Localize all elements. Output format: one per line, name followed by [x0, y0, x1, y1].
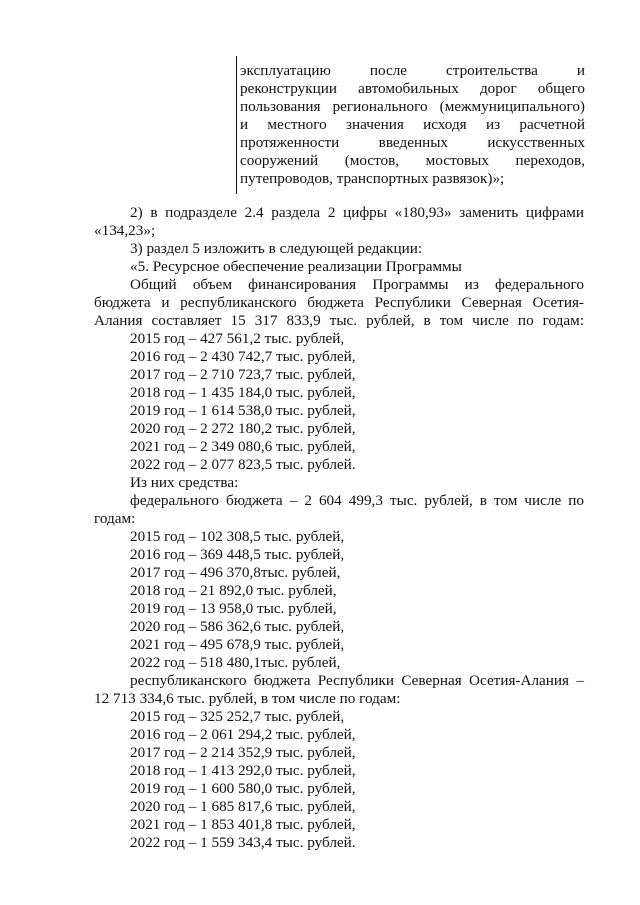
item-2-line: 2) в подразделе 2.4 раздела 2 цифры «180,93» заменить цифрами: [130, 204, 584, 221]
total-year-line: 2017 год – 2 710 723,7 тыс. рублей,: [130, 366, 356, 383]
item-3: 3) раздел 5 изложить в следующей редакции:: [130, 240, 423, 257]
federal-year-line: 2015 год – 102 308,5 тыс. рублей,: [130, 528, 345, 545]
federal-paragraph-line: годам:: [94, 510, 136, 527]
table-text-line: реконструкции автомобильных дорог общего: [240, 80, 585, 97]
republic-year-line: 2018 год – 1 413 292,0 тыс. рублей,: [130, 762, 356, 779]
total-paragraph-line: Алания составляет 15 317 833,9 тыс. рублей, в том числе по годам:: [94, 312, 584, 329]
federal-year-line: 2017 год – 496 370,8тыс. рублей,: [130, 564, 341, 581]
republic-year-line: 2017 год – 2 214 352,9 тыс. рублей,: [130, 744, 356, 761]
federal-year-line: 2016 год – 369 448,5 тыс. рублей,: [130, 546, 345, 563]
table-text-line: пользования регионального (межмуниципального): [240, 98, 585, 115]
total-paragraph-line: бюджета и республиканского бюджета Республики Северная Осетия-: [94, 294, 584, 311]
federal-year-line: 2018 год – 21 892,0 тыс. рублей,: [130, 582, 337, 599]
total-paragraph-line: Общий объем финансирования Программы из федерального: [130, 276, 584, 293]
total-year-line: 2022 год – 2 077 823,5 тыс. рублей.: [130, 456, 356, 473]
table-text-line: протяженности введенных искусственных: [240, 134, 585, 151]
table-text-line: и местного значения исходя из расчетной: [240, 116, 585, 133]
total-year-line: 2021 год – 2 349 080,6 тыс. рублей,: [130, 438, 356, 455]
item-2-line: «134,23»;: [94, 222, 156, 239]
republic-year-line: 2021 год – 1 853 401,8 тыс. рублей,: [130, 816, 356, 833]
republic-paragraph-line: республиканского бюджета Республики Северная Осетия-Алания –: [130, 672, 584, 689]
federal-year-line: 2022 год – 518 480,1тыс. рублей,: [130, 654, 341, 671]
section-title: «5. Ресурсное обеспечение реализации Программы: [130, 258, 462, 275]
republic-year-line: 2016 год – 2 061 294,2 тыс. рублей,: [130, 726, 356, 743]
table-text-line: сооружений (мостов, мостовых переходов,: [240, 152, 585, 169]
of-them-heading: Из них средства:: [130, 474, 239, 491]
table-left-border: [236, 56, 237, 194]
federal-year-line: 2020 год – 586 362,6 тыс. рублей,: [130, 618, 345, 635]
total-year-line: 2018 год – 1 435 184,0 тыс. рублей,: [130, 384, 356, 401]
federal-year-line: 2021 год – 495 678,9 тыс. рублей,: [130, 636, 345, 653]
republic-year-line: 2019 год – 1 600 580,0 тыс. рублей,: [130, 780, 356, 797]
republic-year-line: 2020 год – 1 685 817,6 тыс. рублей,: [130, 798, 356, 815]
republic-year-line: 2022 год – 1 559 343,4 тыс. рублей.: [130, 834, 356, 851]
republic-paragraph-line: 12 713 334,6 тыс. рублей, в том числе по годам:: [94, 690, 401, 707]
total-year-line: 2015 год – 427 561,2 тыс. рублей,: [130, 330, 345, 347]
table-text-line: путепроводов, транспортных развязок)»;: [240, 170, 505, 187]
federal-year-line: 2019 год – 13 958,0 тыс. рублей,: [130, 600, 337, 617]
federal-paragraph-line: федерального бюджета – 2 604 499,3 тыс. рублей, в том числе по: [130, 492, 584, 509]
total-year-line: 2020 год – 2 272 180,2 тыс. рублей,: [130, 420, 356, 437]
republic-year-line: 2015 год – 325 252,7 тыс. рублей,: [130, 708, 345, 725]
total-year-line: 2016 год – 2 430 742,7 тыс. рублей,: [130, 348, 356, 365]
table-text-line: эксплуатацию после строительства и: [240, 62, 585, 79]
total-year-line: 2019 год – 1 614 538,0 тыс. рублей,: [130, 402, 356, 419]
